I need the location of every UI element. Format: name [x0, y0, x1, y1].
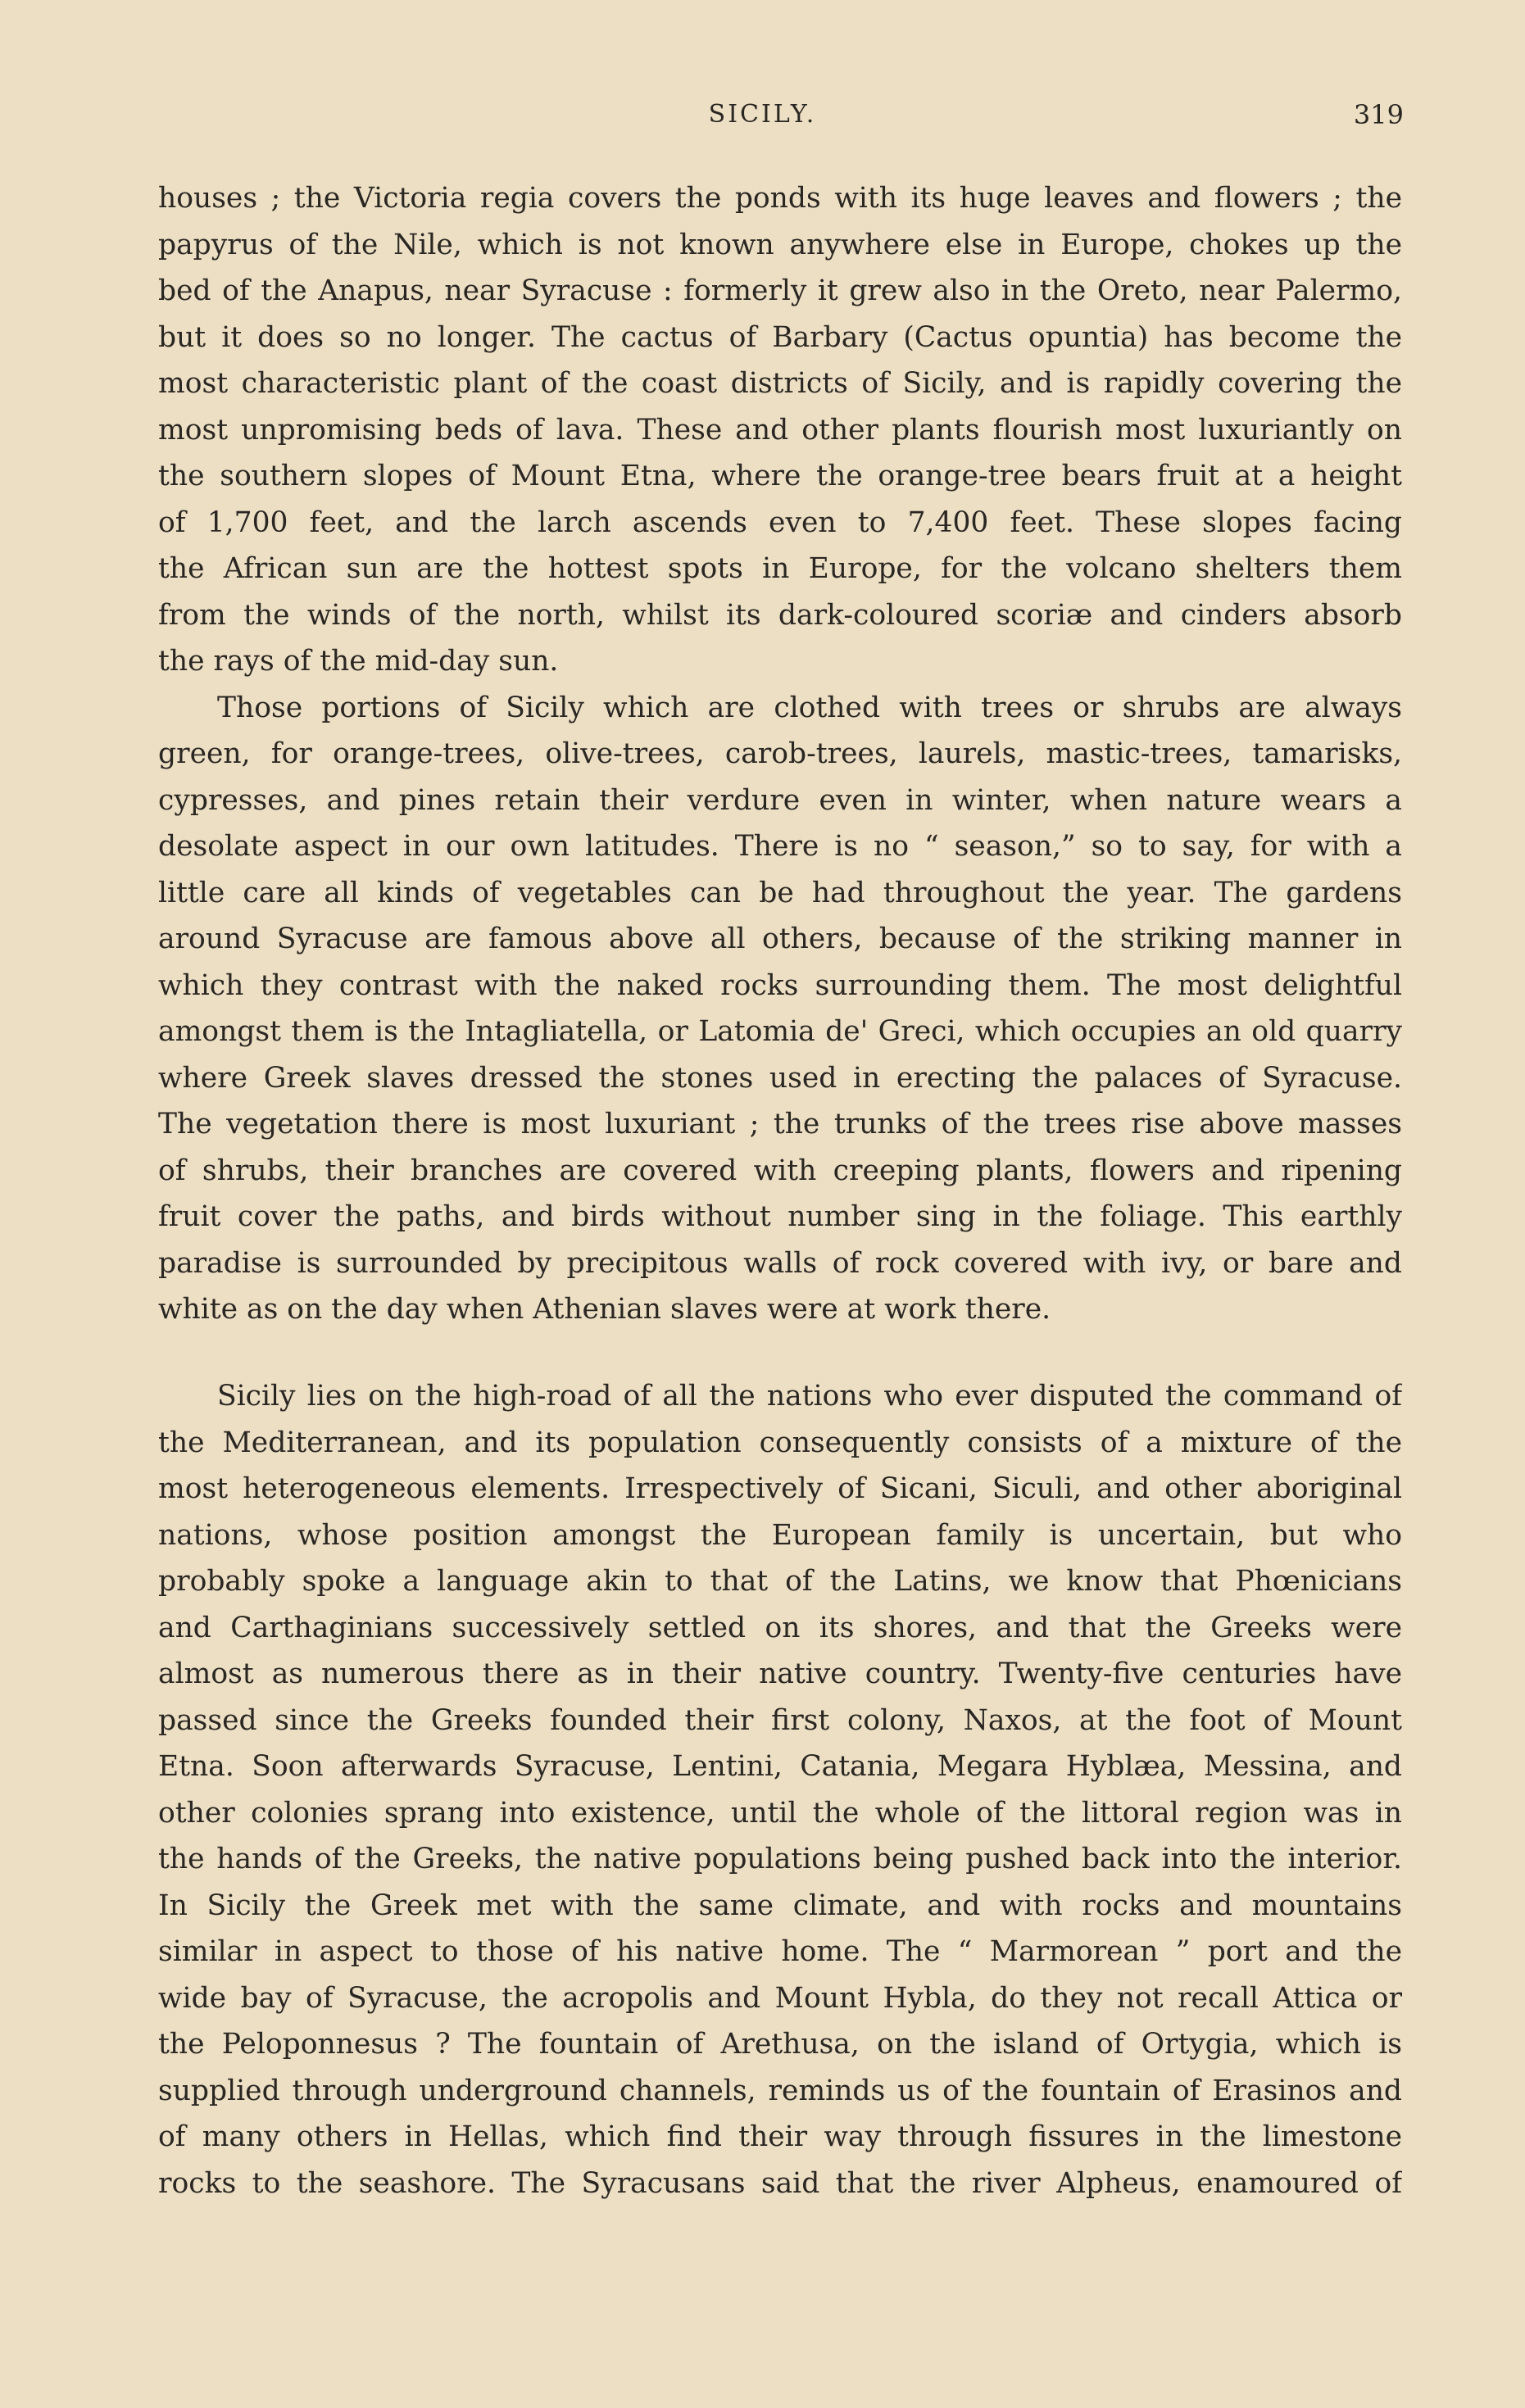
- text-line: cypresses, and pines retain their verdure even in winter, when nature wears a: [158, 783, 1402, 817]
- text-line: passed since the Greeks founded their first colony, Naxos, at the foot of Mount: [158, 1703, 1402, 1737]
- text-line: and Carthaginians successively settled on its shores, and that the Greeks were: [158, 1611, 1402, 1644]
- paragraph: [158, 175, 1402, 685]
- text-line: rocks to the seashore. The Syracusans said that the river Alpheus, enamoured of: [158, 2166, 1402, 2200]
- running-head: [0, 97, 1525, 133]
- text-line: amongst them is the Intagliatella, or Latomia de' Greci, which occupies an old quarry: [158, 1015, 1402, 1048]
- text-line: most heterogeneous elements. Irrespectively of Sicani, Siculi, and other aboriginal: [158, 1472, 1402, 1505]
- text-line: Sicily lies on the high-road of all the nations who ever disputed the command of: [217, 1380, 1402, 1413]
- text-line: white as on the day when Athenian slaves were at work there.: [158, 1293, 1051, 1326]
- text-line: of many others in Hellas, which find their way through fissures in the limestone: [158, 2120, 1402, 2153]
- text-line: which they contrast with the naked rocks surrounding them. The most delightful: [158, 968, 1402, 1002]
- text-line: houses ; the Victoria regia covers the ponds with its huge leaves and flowers ; the: [158, 182, 1402, 215]
- text-line: The vegetation there is most luxuriant ; the trunks of the trees rise above masses: [158, 1108, 1402, 1141]
- text-line: the rays of the mid-day sun.: [158, 645, 559, 678]
- page-title: SICILY.: [708, 100, 817, 129]
- text-line: In Sicily the Greek met with the same climate, and with rocks and mountains: [158, 1889, 1402, 1922]
- text-line: the Peloponnesus ? The fountain of Arethusa, on the island of Ortygia, which is: [158, 2028, 1402, 2061]
- text-line: the Mediterranean, and its population consequently consists of a mixture of the: [158, 1426, 1402, 1459]
- text-block-top: [158, 175, 1402, 1333]
- text-block-bottom: [158, 1373, 1402, 2206]
- text-line: wide bay of Syracuse, the acropolis and Mount Hybla, do they not recall Attica or: [158, 1981, 1402, 2015]
- text-line: but it does so no longer. The cactus of Barbary (Cactus opuntia) has become the: [158, 320, 1402, 354]
- text-line: around Syracuse are famous above all others, because of the striking manner in: [158, 923, 1402, 955]
- text-line: where Greek slaves dressed the stones used in erecting the palaces of Syracuse.: [158, 1061, 1402, 1095]
- text-line: other colonies sprang into existence, until the whole of the littoral region was in: [158, 1796, 1402, 1830]
- text-line: the southern slopes of Mount Etna, where the orange-tree bears fruit at a height: [158, 460, 1402, 492]
- text-line: most characteristic plant of the coast districts of Sicily, and is rapidly covering the: [158, 367, 1402, 400]
- text-line: supplied through underground channels, reminds us of the fountain of Erasinos and: [158, 2074, 1402, 2107]
- text-line: Those portions of Sicily which are clothed with trees or shrubs are always: [217, 691, 1402, 724]
- text-line: paradise is surrounded by precipitous walls of rock covered with ivy, or bare and: [158, 1246, 1402, 1280]
- text-line: little care all kinds of vegetables can be had throughout the year. The gardens: [158, 876, 1402, 909]
- text-line: fruit cover the paths, and birds without number sing in the foliage. This earthly: [158, 1200, 1402, 1233]
- page-number: 319: [1353, 99, 1404, 130]
- text-line: almost as numerous there as in their native country. Twenty-five centuries have: [158, 1657, 1402, 1690]
- text-line: green, for orange-trees, olive-trees, carob-trees, laurels, mastic-trees, tamarisks,: [158, 737, 1402, 770]
- paragraph: [158, 1373, 1402, 2206]
- text-line: most unpromising beds of lava. These and other plants flourish most luxuriantly on: [158, 413, 1402, 447]
- text-line: desolate aspect in our own latitudes. There is no “ season,” so to say, for with a: [158, 830, 1402, 863]
- text-line: similar in aspect to those of his native home. The “ Marmorean ” port and the: [158, 1935, 1402, 1968]
- text-line: papyrus of the Nile, which is not known anywhere else in Europe, chokes up the: [158, 228, 1402, 261]
- text-line: Etna. Soon afterwards Syracuse, Lentini, Catania, Megara Hyblæa, Messina, and: [158, 1750, 1402, 1783]
- text-line: bed of the Anapus, near Syracuse : formerly it grew also in the Oreto, near Palermo,: [158, 274, 1402, 307]
- text-line: probably spoke a language akin to that of the Latins, we know that Phœnicians: [158, 1565, 1402, 1598]
- text-line: the African sun are the hottest spots in Europe, for the volcano shelters them: [158, 552, 1402, 585]
- text-line: the hands of the Greeks, the native populations being pushed back into the interior.: [158, 1843, 1402, 1875]
- paragraph: [158, 685, 1402, 1333]
- text-line: of 1,700 feet, and the larch ascends even to 7,400 feet. These slopes facing: [158, 506, 1402, 539]
- text-line: of shrubs, their branches are covered with creeping plants, flowers and ripening: [158, 1154, 1402, 1187]
- text-line: from the winds of the north, whilst its dark-coloured scoriæ and cinders absorb: [158, 598, 1402, 632]
- text-line: nations, whose position amongst the European family is uncertain, but who: [158, 1518, 1402, 1552]
